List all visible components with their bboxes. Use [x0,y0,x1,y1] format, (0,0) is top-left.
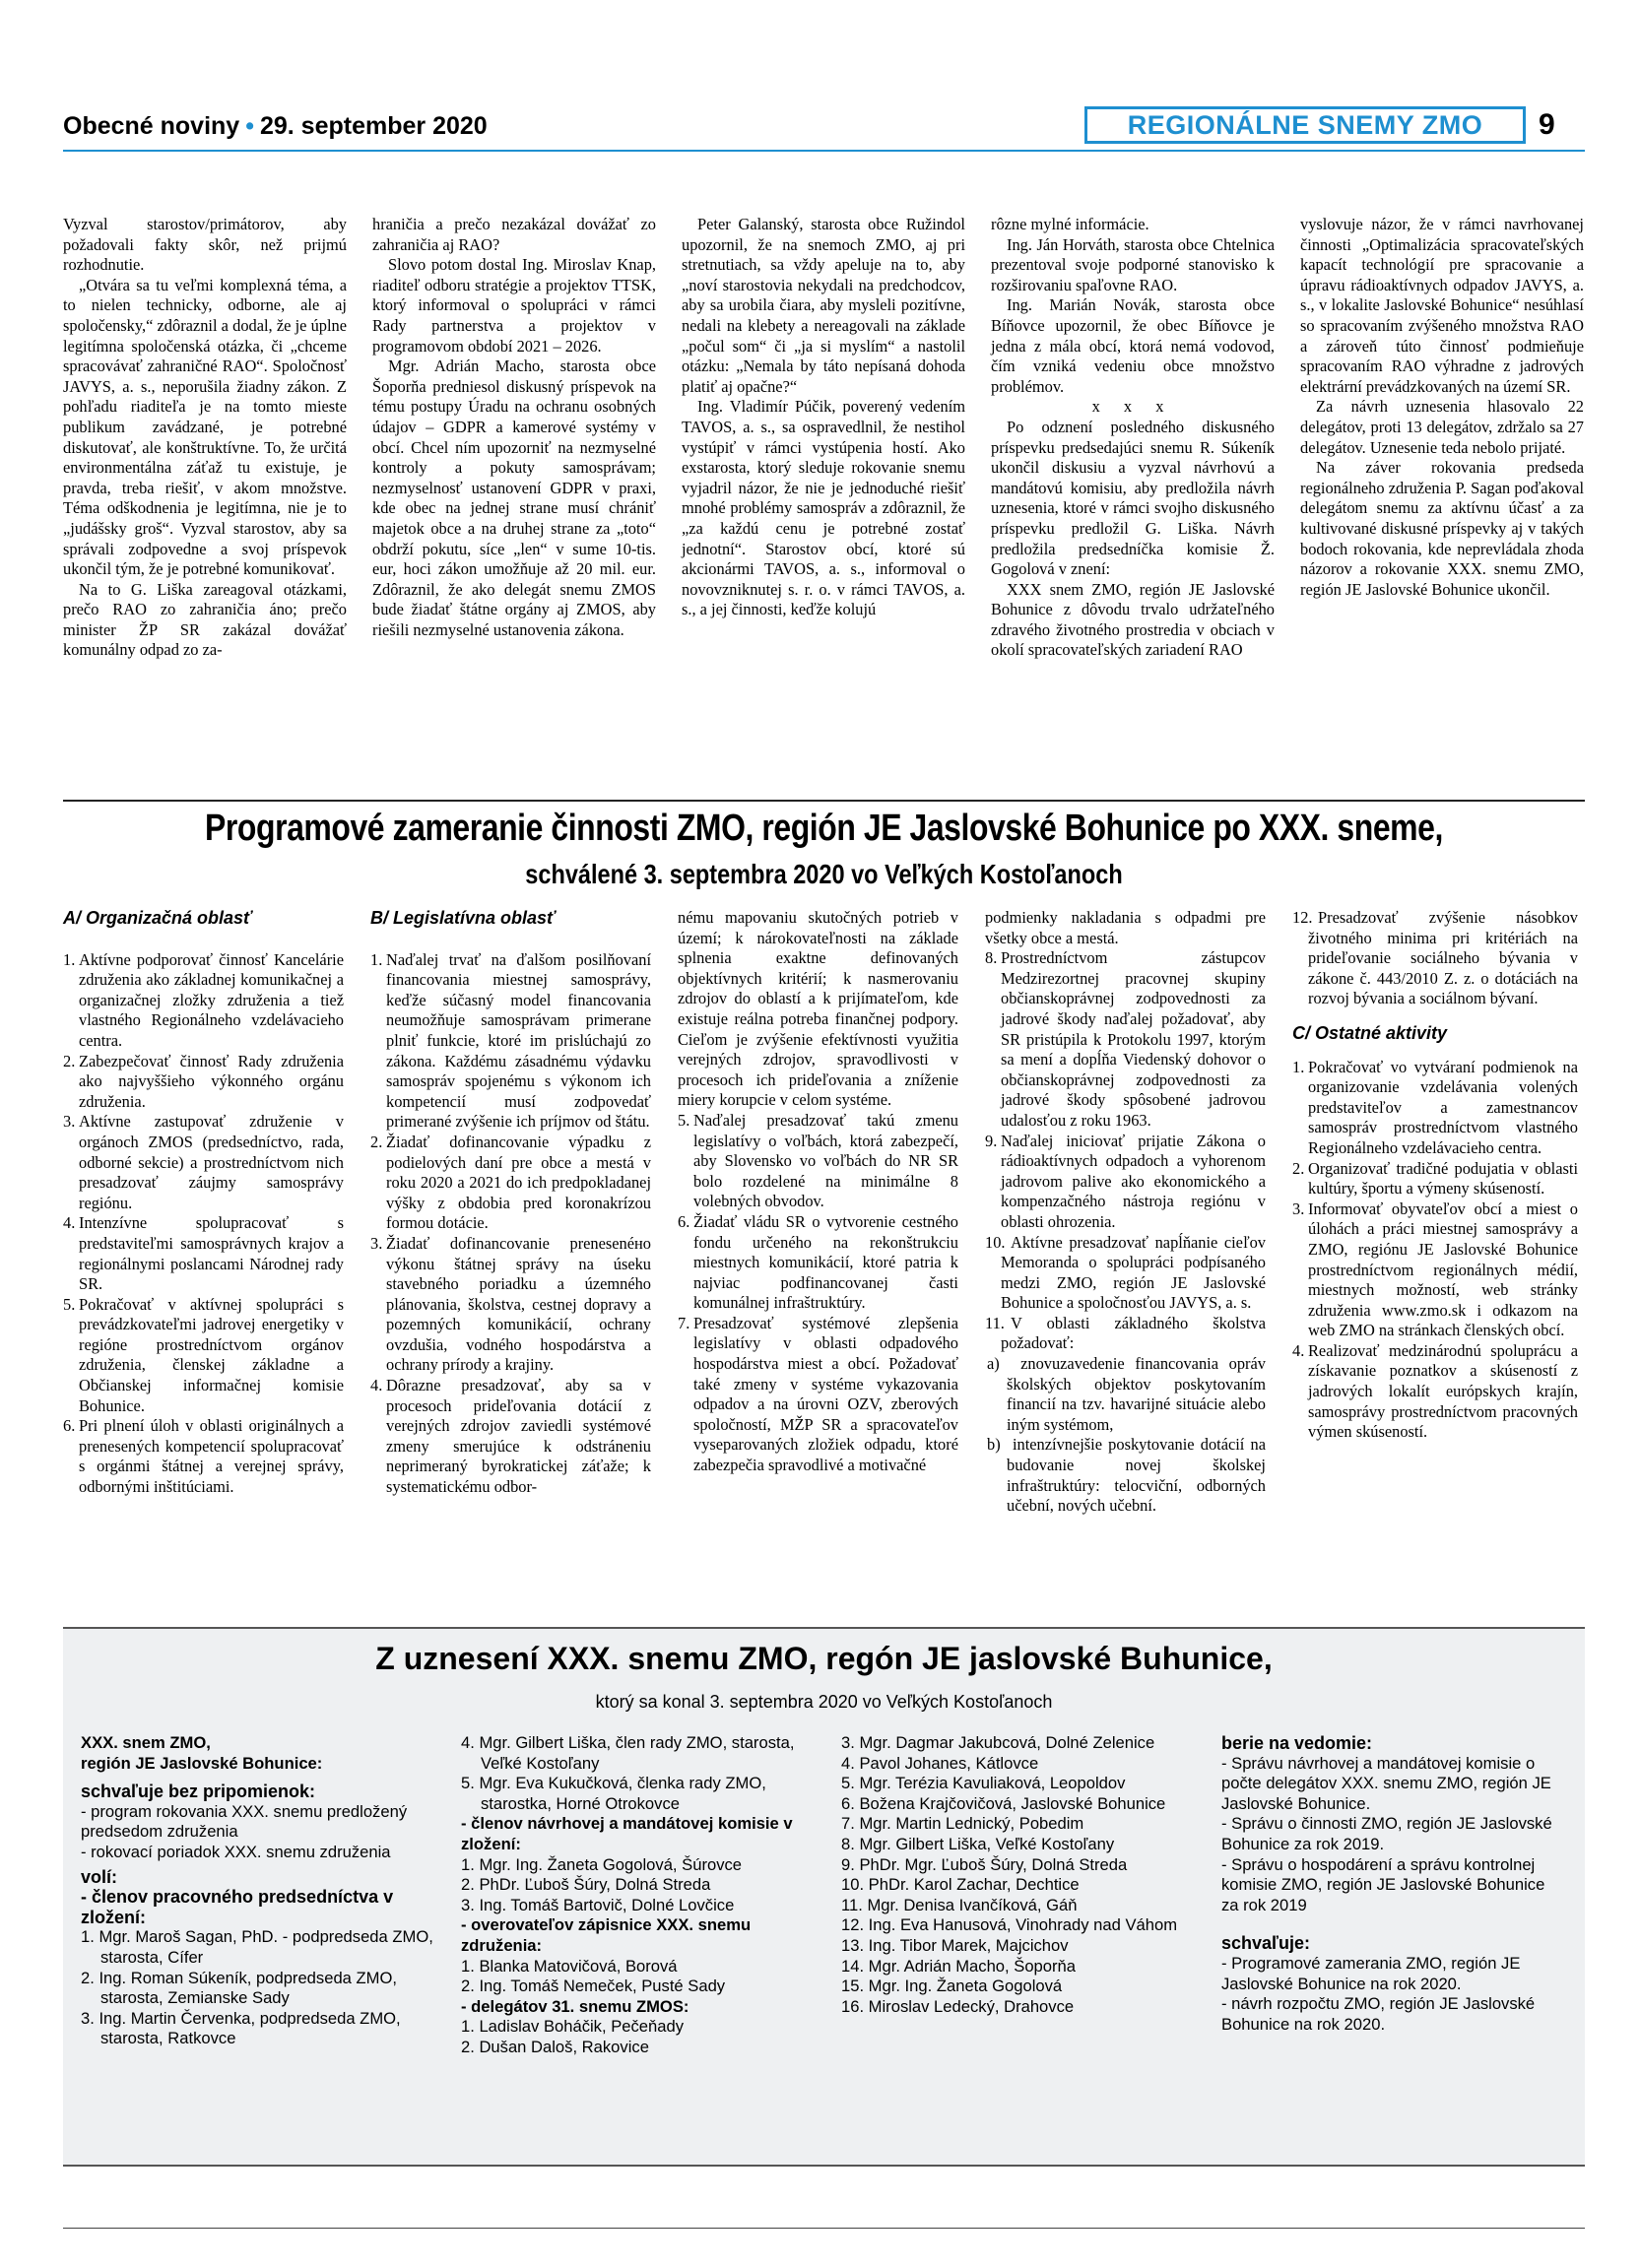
list-item: 5. Mgr. Terézia Kavuliaková, Leopoldov [841,1774,1126,1793]
resolutions-column-2 [461,1733,825,2058]
list-item: - Správu o hospodárení a správu kontrolnej komisie ZMO, región JE Jaslovské Bohunice za rok 2019 [1221,1854,1545,1914]
resolutions-title: Z uznesení XXX. snemu ZMO, regón JE jaslovské Buhunice, [375,1641,1273,1676]
list-item: 3. Mgr. Dagmar Jakubcová, Dolné Zelenice [841,1733,1155,1752]
list-item: 11. V oblasti základného školstva požadovať: [985,1313,1266,1353]
paragraph: Na záver rokovania predseda regionálneho združenia P. Sagan poďakoval delegátom snemu za aktívnu účasť a za kultivované diskusné príspevky aj v takých bodoch rokovania, kde neprevládala zhoda názorov a rokovanie XXX. snemu ZMO, región JE Jaslovské Bohunice ukončil. [1300,458,1584,599]
commission-heading: - členov návrhovej a mandátovej komisie v zložení: [461,1814,793,1853]
page-number: 9 [1539,108,1555,141]
list-item: - Správu návrhovej a mandátovej komisie o počte delegátov XXX. snemu ZMO, región JE Jaslovské Bohunice. [1221,1753,1551,1813]
paragraph: rôzne mylné informácie. [991,215,1149,233]
list-item: 1. Mgr. Maroš Sagan, PhD. - podpredseda ZMO, starosta, Cífer [81,1927,433,1967]
program-section [63,908,1585,1617]
section-a-heading: A/ Organizačná oblasť [63,908,252,928]
list-item: 5. Pokračovať v aktívnej spolupráci s prevádzkovateľmi jadrovej energetiky v regióne prostredníctvom orgánov združenia, členskej základne a Občianskej informačnej komisie Bohunice. [63,1294,344,1415]
list-item: 2. Zabezpečovať činnosť Rady združenia ako najvyššieho výkonného orgánu združenia. [63,1051,344,1111]
list-continuation: podmienky nakladania s odpadmi pre všetky obce a mestá. [985,908,1266,947]
paragraph: Peter Galanský, starosta obce Ružindol upozornil, že na snemoch ZMO, aj pri stretnutiach, sa vždy apeluje na to, aby „noví starostovia nekydali na predchodcov, aby sa urobila čiara, aby mysleli pozitívne, nedali na klebety a nereagovali na základe „počul som“ či „ja si myslím“ a nastolil otázku: „Nemala by táto nepísaná dohoda platiť aj opačne?“ [682,215,965,396]
list-item: 2. Ing. Roman Súkeník, podpredseda ZMO, starosta, Zemianske Sady [81,1968,397,2008]
resolutions-column-1 [81,1733,445,2049]
article-column-2 [372,215,656,640]
list-item: 12. Presadzovať zvýšenie násobkov životného minima pri kritériách na prideľovanie sociálneho bývania v zákone č. 443/2010 Z. z. o dotáciách na rozvoj bývania a sociálnom bývaní. [1292,908,1578,1008]
section-c-heading: C/ Ostatné aktivity [1292,1022,1448,1043]
list-item: 7. Mgr. Martin Lednický, Pobedim [841,1814,1084,1834]
resolutions-column-3 [841,1733,1215,2017]
list-item: 10. Aktívne presadzovať napĺňanie cieľov Memoranda o spolupráci podpísaného medzi ZMO, región JE Jaslovské Bohunice a spoločnosťou JAVYS, a. s. [985,1232,1266,1313]
paragraph: Ing. Ján Horváth, starosta obce Chtelnica prezentoval svoje podporné stanovisko k rozširovaniu spaľovne RAO. [991,234,1275,294]
region-name: región JE Jaslovské Bohunice: [81,1753,323,1773]
program-headline: Programové zameranie činnosti ZMO, región JE Jaslovské Bohunice po XXX. sneme, [205,808,1443,849]
issue-date: 29. september 2020 [259,112,488,140]
list-item: 4. Pavol Johanes, Kátlovce [841,1753,1039,1773]
list-item: 9. Naďalej iniciovať prijatie Zákona o rádioaktívnych odpadoch a vyhorenom jadrovom palive ako ekonomického a kompenzačného nástroja regiónu v oblasti ohrozenia. [985,1131,1266,1231]
paragraph: „Otvára sa tu veľmi komplexná téma, a to nielen technicky, odborne, ale aj spoločensky,“ zdôraznil a dodal, že je úplne legitímna spoločenská otázka, či „chceme spracovávať zahraničné RAO“. Spoločnosť JAVYS, a. s., neporušila žiadny zákon. Z pohľadu riaditeľa je na tomto mieste publikum zavádzané, je potrebné diskutovať, ale konštruktívne. To, že určitá environmentálna záťaž tu existuje, je pravda, treba riešiť, v akom množstve. Téma odškodnenia je legitímna, nie je to „judášsky groš“. Vyzval starostov, aby sa správali zodpovedne a svoj príspevok ukončil tým, že je potrebné komunikovať. [63,275,347,579]
list-item: 1. Naďalej trvať na ďalšom posilňovaní financovania miestnej samosprávy, keďže súčasný model financovania neumožňuje samosprávam primerane plniť funkcie, ktoré im prislúchajú zo zákona. Každému zásadnému výdavku samospráv spojenému s výkonom ich kompetencií musí zodpovedať primerané zvýšenie ich príjmov od štátu. [370,949,651,1132]
list-item: 1. Blanka Matovičová, Borová [461,1956,678,1976]
resolutions-column-4 [1221,1733,1556,2035]
approves-heading: schvaľuje: [1221,1933,1310,1954]
list-item: 2. Ing. Tomáš Nemeček, Pusté Sady [461,1976,726,1996]
list-item: 4. Mgr. Gilbert Liška, člen rady ZMO, starosta, Veľké Kostoľany [461,1733,795,1773]
resolutions-box [63,1627,1585,2167]
list-item: 2. PhDr. Ľuboš Šúry, Dolná Streda [461,1875,711,1895]
section-b-list-cont2 [985,948,1266,1354]
page-header [63,106,1585,148]
paragraph: hraničia a prečo nezakázal dovážať zo zahraničia aj RAO? [372,215,656,254]
list-item: 10. PhDr. Karol Zachar, Dechtice [841,1875,1080,1895]
list-item: 4. Intenzívne spolupracovať s predstaviteľmi samosprávnych krajov a regionálnymi poslancami Národnej rady SR. [63,1213,344,1294]
section-c-list [1292,1058,1578,1443]
bottom-rule [63,2228,1585,2229]
section-rule [63,800,1585,802]
list-item: 2. Dušan Daloš, Rakovice [461,2037,649,2056]
program-column-3 [678,908,958,1476]
spacer [1221,1915,1556,1933]
program-column-5 [1292,908,1578,1443]
list-item: 6. Pri plnení úloh v oblasti originálnych a prenesených kompetencií spolupracovať s orgánmi štátnej a verejnej správy, odbornými inštitúciami. [63,1416,344,1497]
list-item: 13. Ing. Tibor Marek, Majcichov [841,1935,1069,1955]
list-item: 12. Ing. Eva Hanusová, Vinohrady nad Váhom [841,1915,1178,1935]
section-divider: x x x [1091,397,1174,417]
presidium-heading: - členov pracovného predsedníctva v zložení: [81,1887,394,1927]
list-item: - Správu o činnosti ZMO, región JE Jaslovské Bohunice za rok 2019. [1221,1814,1552,1853]
paragraph: Na to G. Liška zareagoval otázkami, prečo RAO zo zahraničia áno; prečo minister ŽP SR zakázal dovážať komunálny odpad zo za- [63,579,347,660]
masthead [63,112,488,141]
paper-name: Obecné noviny [63,112,240,140]
paragraph: Mgr. Adrián Macho, starosta obce Šoporňa predniesol diskusný príspevok na tému postupy Úradu na ochranu osobných údajov – GDPR a kamerové systémy v obcí. Chcel ním upozorniť na nezmyselné kontroly a pokuty samosprávam; nezmyselnosť ustanovení GDPR v praxi, kde obec na jednej strane musí chrániť majetok obce a na druhej strane za „toto“ obdrží pokutu, síce „len“ v sume 10-tis. eur, hoci zákon umožňuje až 20 mil. eur. Zdôraznil, že ako delegát snemu ZMOS bude žiadať štátne orgány aj ZMOS, aby riešili nezmyselné ustanovenia zákona. [372,356,656,639]
list-item: 6. Božena Krajčovičová, Jaslovské Bohunice [841,1793,1166,1813]
section-b-list-cont [678,1111,958,1476]
list-item: 8. Prostredníctvom zástupcov Medzirezortnej pracovnej skupiny občianskoprávnej zodpovednosti za jadrové škody naďalej požadovať, aby SR pristúpila k Protokolu 1997, ktorým sa mení a dopĺňa Viedenský dohovor o občianskoprávnej zodpovednosti za jadrové škody spôsobené jadrovou udalosťou z roku 1963. [985,948,1266,1130]
program-subheadline: schválené 3. septembra 2020 vo Veľkých Kostoľanoch [525,859,1123,889]
article-column-5 [1300,215,1584,600]
article-column-3 [682,215,965,620]
paragraph: vyslovuje názor, že v rámci navrhovanej činnosti „Optimalizácia spracovateľských kapacít technológií pre spracovanie a úpravu rádioaktívnych odpadov JAVYS, a. s., v lokalite Jaslovské Bohunice“ nesúhlasí so spracovaním zvýšeného množstva RAO a zároveň túto činnosť podmieňuje spracovaním RAO výhradne z jadrových elektrární prevádzkovaných na území SR. [1300,215,1584,396]
section-label: REGIONÁLNE SNEMY ZMO [1084,106,1526,144]
paragraph: Vyzval starostov/primátorov, aby požadovali fakty skôr, než prijmú rozhodnutie. [63,215,347,275]
list-item: 11. Mgr. Denisa Ivančíková, Gáň [841,1895,1078,1914]
list-item: 6. Žiadať vládu SR o vytvorenie cestného fondu určeného na rekonštrukciu miestnych komunikácií, ktoré patria k najviac podfinancovanej časti komunálnej infraštruktúry. [678,1211,958,1313]
list-item: 3. Informovať obyvateľov obcí a miest o úlohách a práci miestnej samosprávy a ZMO, regiónu JE Jaslovské Bohunice prostredníctvom regionálnych médií, miestnych možností, web stránky združenia www.zmo.sk i odkazom na web ZMO na stránkach členských obcí. [1292,1199,1578,1340]
elects-heading: volí: [81,1866,118,1887]
article-column-4 [991,215,1275,661]
list-item: 2. Žiadať dofinancovanie výpadku z podielových daní pre obce a mestá v roku 2020 a 2021 do ich predpokladanej výšky z obdobia pred koronakrízou formou dotácie. [370,1132,651,1233]
program-column-2 [370,908,651,1498]
paragraph: Ing. Vladimír Púčik, poverený vedením TAVOS, a. s., sa ospravedlnil, že nestihol vystúpiť v rámci vystúpenia hostí. Ako exstarosta, ktorý sleduje rokovanie snemu vyjadril názor, že nie je jednoduché riešiť mnohé problémy samospráv a zdôraznil, že „za každú cenu je potrebné zostať jednotní“. Starostov obcí, ktoré sú akcionármi TAVOS, a. s., informoval o novovzniknutej s. r. o. v rámci TAVOS, a. s., a jej činnosti, keďže kolujú [682,397,965,619]
list-item: 16. Miroslav Ledecký, Drahovce [841,1996,1075,2016]
list-item: 14. Mgr. Adrián Macho, Šoporňa [841,1956,1076,1976]
section-b-heading: B/ Legislatívna oblasť [370,908,556,928]
header-rule [63,150,1585,152]
list-item: - program rokovania XXX. snemu predložený predsedom združenia [81,1801,408,1842]
sub-item: a) znovuzavedenie financovania opráv školských objektov poskytovaním financií na tzv. havarijné situácie alebo iným systémom, [987,1354,1266,1434]
congress-name: XXX. snem ZMO, [81,1733,211,1752]
list-continuation: nému mapovaniu skutočných potrieb v území; k nárokovateľnosti na základe splnenia exaktne definovaných objektívnych kritérií; k nasmerovaniu zdrojov do oblastí a k prijímateľom, kde existuje reálna potreba finančnej podpory. Cieľom je zvýšenie efektívnosti využitia verejných zdrojov, spravodlivosti v procesoch ich prideľovania a zníženie miery korupcie v celom systéme. [678,908,958,1110]
list-item: 3. Ing. Martin Červenka, podpredseda ZMO, starosta, Ratkovce [81,2008,401,2048]
list-item: 15. Mgr. Ing. Žaneta Gogolová [841,1976,1063,1996]
notes-heading: berie na vedomie: [1221,1733,1373,1753]
list-item: - rokovací poriadok XXX. snemu združenia [81,1842,391,1861]
list-item: 7. Presadzovať systémové zlepšenia legislatívy v oblasti odpadového hospodárstva miest a obcí. Požadovať také zmeny v systéme vykazovania odpadov a na úrovni OZV, zberových spoločností, MŽP SR a spracovateľov vyseparovaných zložiek odpadu, ktoré zabezpečia spravodlivé a motivačné [678,1313,958,1475]
list-item: 1. Ladislav Boháčik, Pečeňady [461,2017,685,2037]
list-item: 1. Aktívne podporovať činnosť Kancelárie združenia ako základnej komunikačnej a organizačnej zložky združenia a tiež vlastného Regionálneho vzdelávacieho centra. [63,949,344,1050]
section-b-list-cont3 [1292,908,1578,1009]
approves-heading: schvaľuje bez pripomienok: [81,1782,315,1802]
list-item: 3. Ing. Tomáš Bartovič, Dolné Lovčice [461,1895,735,1914]
list-item: - návrh rozpočtu ZMO, región JE Jaslovské Bohunice na rok 2020. [1221,1994,1536,2034]
list-item: 4. Dôrazne presadzovať, aby sa v procesoch prideľovania dotácií z verejných zdrojov zaviedli systémové zmeny smerujúce k odstráneniu neprimeraný byrokratickej záťaže; k systematickému odbor- [370,1376,651,1497]
list-item: 9. PhDr. Mgr. Ľuboš Šúry, Dolná Streda [841,1854,1128,1874]
program-column-4 [985,908,1266,1517]
program-column-1 [63,908,344,1498]
list-item: 4. Realizovať medzinárodnú spoluprácu a získavanie poznatkov a skúseností z jadrových lokalít európskych krajín, samosprávy prostredníctvom pracovných výmen skúseností. [1292,1340,1578,1442]
list-item: 5. Naďalej presadzovať takú zmenu legislatívy o voľbách, ktorá zabezpečí, aby Slovensko vo voľbách do NR SR bolo rozdelené na minimálne 8 volebných obvodov. [678,1110,958,1211]
section-b-list [370,950,651,1498]
paragraph: Za návrh uznesenia hlasovalo 22 delegátov, proti 13 delegátov, zdržalo sa 27 delegátov. Uznesenie teda nebolo prijaté. [1300,397,1584,457]
section-a-list [63,950,344,1498]
verifiers-heading: - overovateľov zápisnice XXX. snemu združenia: [461,1915,752,1955]
paragraph: Po odznení posledného diskusného príspevku predsedajúci snemu R. Súkeník ukončil diskusiu a vyzval návrhovú a mandátovú komisiu, aby predložila návrh uznesenia, ktoré v rámci svojho diskusného príspevku predložil G. Liška. Návrh predložila predsedníčka komisie Ž. Gogolová v znení: [991,417,1275,579]
list-item: 3. Aktívne zastupovať združenie v orgánoch ZMOS (predsedníctvo, rada, odborné sekcie) a prostredníctvom nich presadzovať záujmy samosprávy regiónu. [63,1112,344,1212]
list-item: 1. Mgr. Ing. Žaneta Gogolová, Šúrovce [461,1854,743,1874]
list-item: 2. Organizovať tradičné podujatia v oblasti kultúry, športu a výmeny skúseností. [1292,1158,1578,1199]
list-item: - Programové zamerania ZMO, región JE Jaslovské Bohunice na rok 2020. [1221,1953,1521,1993]
delegates-heading: - delegátov 31. snemu ZMOS: [461,1996,689,2016]
paragraph: Ing. Marián Novák, starosta obce Bíňovce upozornil, že obec Bíňovce je jedna z mála obcí, ktorá nemá vodovod, čím vzniká vedeniu obce množstvo problémov. [991,295,1275,396]
paragraph: Slovo potom dostal Ing. Miroslav Knap, riaditeľ odboru stratégie a projektov TTSK, ktorý informoval o spolupráci v rámci Rady partnerstva a projektov v programovom období 2021 – 2026. [372,255,656,356]
list-item: 8. Mgr. Gilbert Liška, Veľké Kostoľany [841,1834,1115,1853]
resolutions-subtitle: ktorý sa konal 3. septembra 2020 vo Veľkých Kostoľanoch [595,1692,1053,1712]
sub-item: b) intenzívnejšie poskytovanie dotácií na budovanie novej školskej infraštruktúry: telocviční, odborných učební, nových učební. [987,1435,1266,1516]
list-item: 3. Žiadať dofinancovanie prenesenéно výkonu štátnej správy na úseku stavebného poriadku a územného plánovania, školstva, cestnej dopravy a pozemných komunikácií, ochrany ovzdušia, vodného hospodárstva a ochrany prírody a krajiny. [370,1233,651,1375]
article-column-1 [63,215,347,661]
list-item: 1. Pokračovať vo vytváraní podmienok na organizovanie vzdelávania volených predstaviteľov a zamestnancov samospráv prostredníctvom vlastného Regionálneho vzdelávacieho centra. [1292,1057,1578,1157]
paragraph: XXX snem ZMO, región JE Jaslovské Bohunice z dôvodu trvalo udržateľného zdravého životného prostredia v obciach v okolí spracovateľských zariadení RAO [991,579,1275,660]
list-item: 5. Mgr. Eva Kukučková, členka rady ZMO, starostka, Horné Otrokovce [461,1774,766,1813]
article-continuation [63,215,1585,798]
bullet-separator: • [245,112,254,140]
